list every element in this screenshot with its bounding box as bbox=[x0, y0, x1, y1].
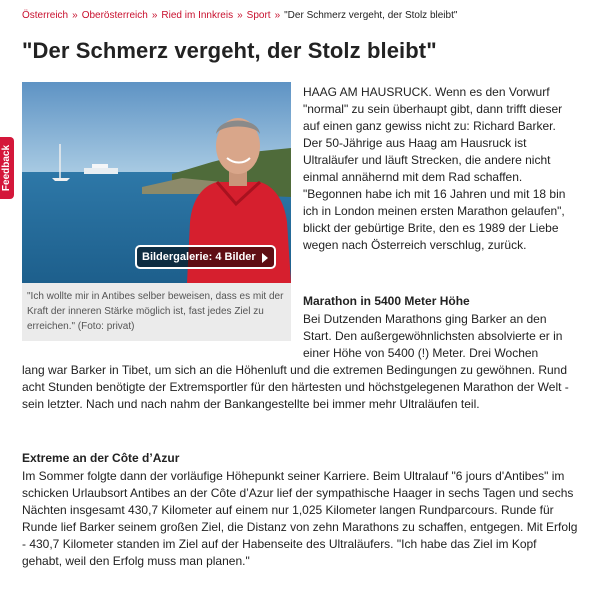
breadcrumb bbox=[22, 10, 457, 21]
section-text-marathon-b: lang war Barker in Tibet, um sich an die Höhenluft und die extremen Bedingungen zu gewöhnen. Rund acht Stunden benötigte der Extremsportler für den härtesten und höchstgelegenen Marathon der Welt - sein letzter. Nach und nach nahm der Bankangestellte bei immer mehr Ultraläufen teil. bbox=[22, 363, 569, 411]
feedback-label: Feedback bbox=[1, 144, 12, 192]
section-text-marathon-a: Bei Dutzenden Marathons ging Barker an den Start. Den außergewöhnlichsten absolvierte er in einer Höhe von 5400 (!) Meter. Drei Wochen bbox=[303, 312, 563, 360]
section-heading-marathon: Marathon in 5400 Meter Höhe bbox=[303, 294, 470, 308]
photo-caption: "Ich wollte mir in Antibes selber beweisen, dass es mit der Kraft der inneren Stärke möglich ist, fast jedes Ziel zu erreichen." (Foto: privat) bbox=[22, 283, 291, 341]
breadcrumb-separator: » bbox=[237, 10, 243, 21]
breadcrumb-item-oesterreich[interactable]: Österreich bbox=[22, 10, 69, 21]
breadcrumb-current: "Der Schmerz vergeht, der Stolz bleibt" bbox=[284, 10, 458, 21]
section-text-cote-dazur: Im Sommer folgte dann der vorläufige Höhepunkt seiner Karriere. Beim Ultralauf "6 jours d'Antibes" im schicken Urlaubsort Antibes an der Côte d’Azur lief der sympathische Haager in sechs Tagen und sechs Nächten insgesamt 430,7 Kilometer auf einem nur 1,025 Kilometer langen Rundparcours. Runde für Runde lief Barker seinem großen Ziel, die Distanz von zehn Marathons zu schaffen, entgegen. Mit Erfolg - 430,7 Kilometer standen im Ziel auf der Habenseite des Ultraläufers. "Ich habe das Ziel im Kopf gehabt, weil den Erfolg muss man planen." bbox=[22, 469, 578, 568]
article-intro: HAAG AM HAUSRUCK. Wenn es den Vorwurf "normal" zu sein überhaupt gibt, dann trifft dieser auf einen ganz gewiss nicht zu: Richard Barker. Der 50-Jährige aus Haag am Hausruck ist Ultraläufer und läuft Strecken, die andere nicht einmal annähernd mit dem Rad schaffen. "Begonnen habe ich mit 16 Jahren und mit 18 bin ich in London meinen ersten Marathon gelaufen", blickt der gebürtige Brite, den es 1989 der Liebe wegen nach Österreich verschlug, zurück. bbox=[303, 85, 566, 252]
breadcrumb-item-sport[interactable]: Sport bbox=[246, 10, 271, 21]
breadcrumb-separator: » bbox=[72, 10, 78, 21]
section-heading-cote-dazur: Extreme an der Côte d’Azur bbox=[22, 451, 180, 465]
page-title: "Der Schmerz vergeht, der Stolz bleibt" bbox=[22, 38, 437, 63]
article-photo[interactable] bbox=[22, 82, 291, 283]
gallery-button[interactable] bbox=[135, 245, 276, 269]
feedback-tab[interactable] bbox=[0, 137, 14, 199]
breadcrumb-item-ried[interactable]: Ried im Innkreis bbox=[161, 10, 234, 21]
gallery-button-label: Bildergalerie: 4 Bilder bbox=[142, 251, 256, 263]
breadcrumb-separator: » bbox=[274, 10, 281, 21]
play-arrow-icon bbox=[262, 253, 268, 263]
breadcrumb-separator: » bbox=[151, 10, 158, 21]
breadcrumb-item-oberoesterreich[interactable]: Oberösterreich bbox=[81, 10, 148, 21]
